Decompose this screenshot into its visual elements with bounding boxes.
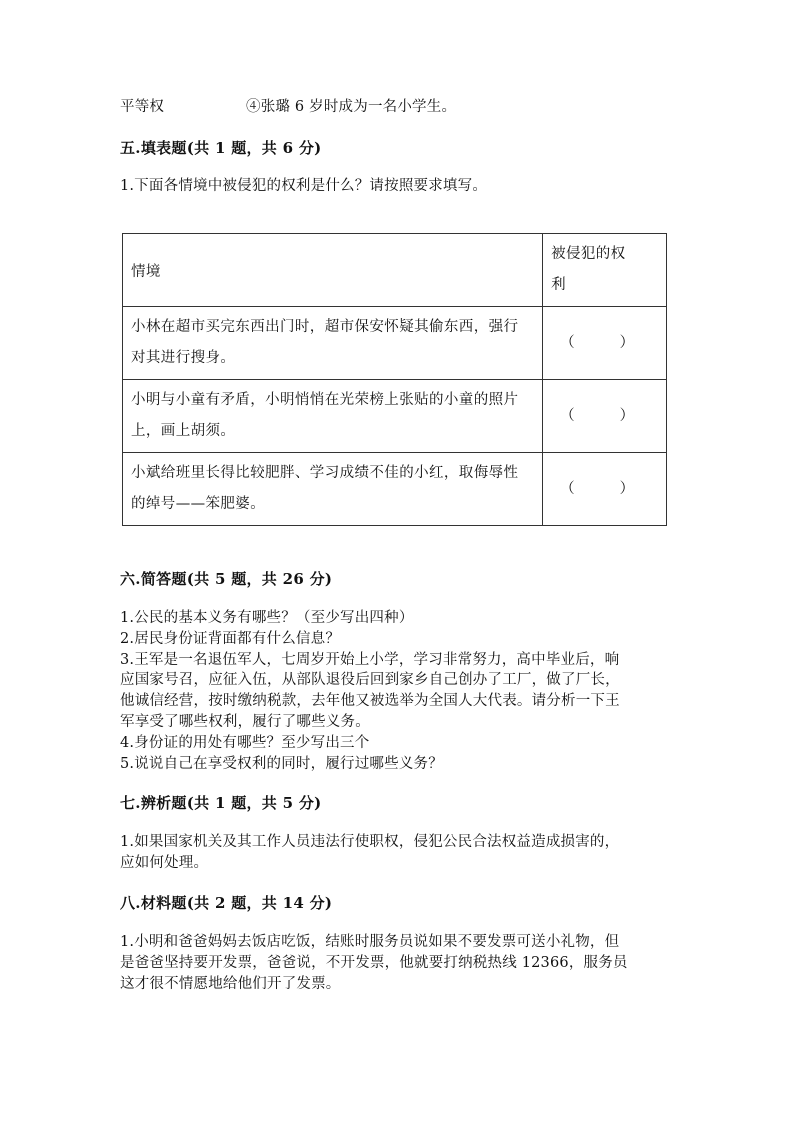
situation-line: 小斌给班里长得比较肥胖、学习成绩不佳的小红，取侮辱性 [131, 465, 519, 481]
situation-line: 小明与小童有矛盾，小明悄悄在光荣榜上张贴的小童的照片 [131, 392, 519, 408]
question-line: 3.王军是一名退伍军人，七周岁开始上小学，学习非常努力，高中毕业后，响 [120, 651, 620, 668]
question-line: 他诚信经营，按时缴纳税款，去年他又被选举为全国人大代表。请分析一下王 [120, 693, 620, 710]
question-line: 1.小明和爸爸妈妈去饭店吃饭，结账时服务员说如果不要发票可送小礼物，但 [120, 934, 620, 950]
answer-cell[interactable] [543, 453, 667, 526]
situation-line: 上，画上胡须。 [131, 423, 236, 439]
answer-blank[interactable]: （ ） [560, 480, 635, 497]
answer-cell[interactable] [543, 307, 667, 380]
table-row [123, 380, 667, 453]
question-line: 2.居民身份证背面都有什么信息？ [120, 630, 341, 647]
question-line: 1.公民的基本义务有哪些？（至少写出四种） [120, 610, 414, 626]
section6-heading: 六.简答题(共 5 题，共 26 分) [120, 570, 333, 588]
table-row [123, 453, 667, 526]
question-line: 应如何处理。 [120, 854, 209, 871]
section5-heading: 五.填表题(共 1 题，共 6 分) [120, 139, 322, 157]
table-row [123, 307, 667, 380]
section5-question: 1.下面各情境中被侵犯的权利是什么？请按照要求填写。 [120, 178, 488, 194]
top-line-right: ④张璐 6 岁时成为一名小学生。 [246, 99, 457, 115]
top-line-left: 平等权 [120, 99, 165, 115]
section7-heading: 七.辨析题(共 1 题，共 5 分) [120, 794, 322, 812]
rights-table [122, 233, 667, 526]
header-situation: 情境 [123, 234, 543, 307]
question-line: 5.说说自己在享受权利的同时，履行过哪些义务？ [120, 755, 443, 772]
header-right-line2: 利 [551, 277, 566, 293]
table-header-row [123, 234, 667, 307]
question-line: 是爸爸坚持要开发票，爸爸说，不开发票，他就要打纳税热线 12366，服务员 [120, 954, 628, 971]
question-line: 这才很不情愿地给他们开了发票。 [120, 975, 341, 992]
situation-line: 的绰号——笨肥婆。 [131, 496, 266, 512]
section8-heading: 八.材料题(共 2 题，共 14 分) [120, 894, 333, 912]
section6-questions [120, 608, 670, 774]
situation-cell [123, 380, 543, 453]
section7-question [120, 832, 670, 874]
situation-cell [123, 307, 543, 380]
situation-cell [123, 453, 543, 526]
question-line: 应国家号召，应征入伍，从部队退役后回到家乡自己创办了工厂，做了厂长， [120, 672, 620, 689]
header-right-line1: 被侵犯的权 [551, 246, 626, 262]
situation-line: 对其进行搜身。 [131, 350, 236, 366]
situation-line: 小林在超市买完东西出门时，超市保安怀疑其偷东西，强行 [131, 319, 519, 335]
answer-cell[interactable] [543, 380, 667, 453]
question-line: 4.身份证的用处有哪些？至少写出三个 [120, 734, 370, 751]
answer-blank[interactable]: （ ） [560, 334, 635, 351]
header-violated-right [543, 234, 667, 307]
section8-question [120, 932, 670, 994]
question-line: 1.如果国家机关及其工作人员违法行使职权，侵犯公民合法权益造成损害的， [120, 834, 620, 850]
answer-blank[interactable]: （ ） [560, 407, 635, 424]
question-line: 军享受了哪些权利，履行了哪些义务。 [120, 713, 370, 730]
